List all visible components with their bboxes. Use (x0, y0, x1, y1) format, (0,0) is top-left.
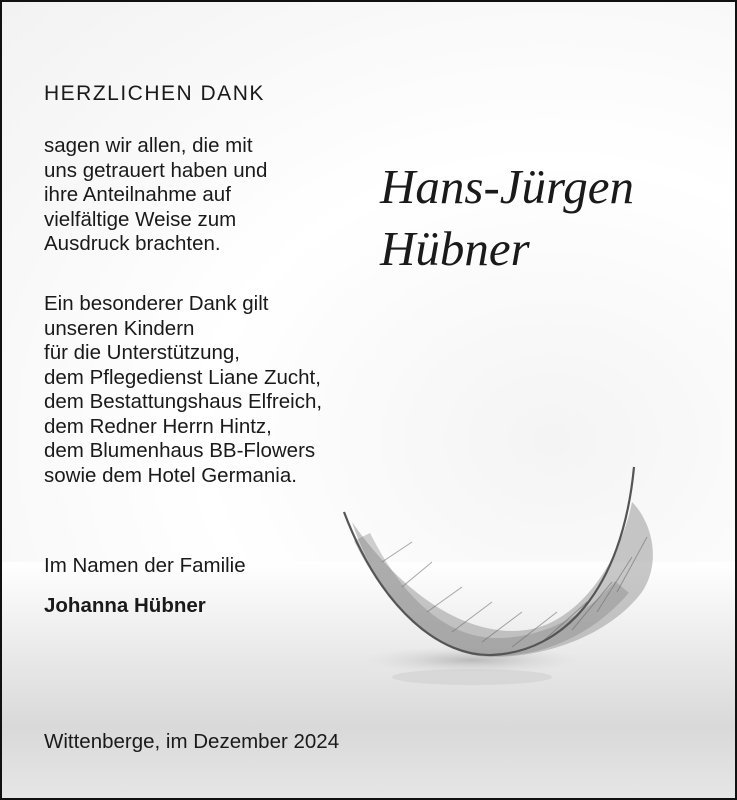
place-date: Wittenberge, im Dezember 2024 (44, 730, 340, 753)
text-line: uns getrauert haben und (44, 158, 268, 182)
text-line: für die Unterstützung, (44, 341, 240, 364)
text-line: dem Redner Herrn Hintz, (44, 414, 272, 438)
signer-name: Johanna Hübner (44, 594, 206, 617)
text-line: Ein besonderer Dank gilt (44, 292, 269, 315)
text-line: dem Bestattungshaus Elfreich, (44, 390, 323, 413)
text-line: ihre Anteilnahme auf (44, 183, 231, 206)
text-line: sagen wir allen, die mit (44, 134, 253, 157)
intro-paragraph (44, 134, 267, 257)
heading: HERZLICHEN DANK (44, 82, 265, 105)
text-line: vielfältige Weise zum (44, 207, 237, 231)
text-line: Ausdruck brachten. (44, 232, 221, 255)
family-line: Im Namen der Familie (44, 554, 246, 577)
text-line: unseren Kindern (44, 316, 195, 340)
text-line: sowie dem Hotel Germania. (44, 463, 297, 487)
thanks-paragraph (44, 292, 322, 488)
text-line: dem Pflegedienst Liane Zucht, (44, 365, 321, 389)
text-line: dem Blumenhaus BB-Flowers (44, 439, 316, 462)
deceased-last-name: Hübner (380, 221, 530, 276)
deceased-first-name: Hans-Jürgen (380, 159, 635, 214)
feather-icon (322, 442, 722, 712)
